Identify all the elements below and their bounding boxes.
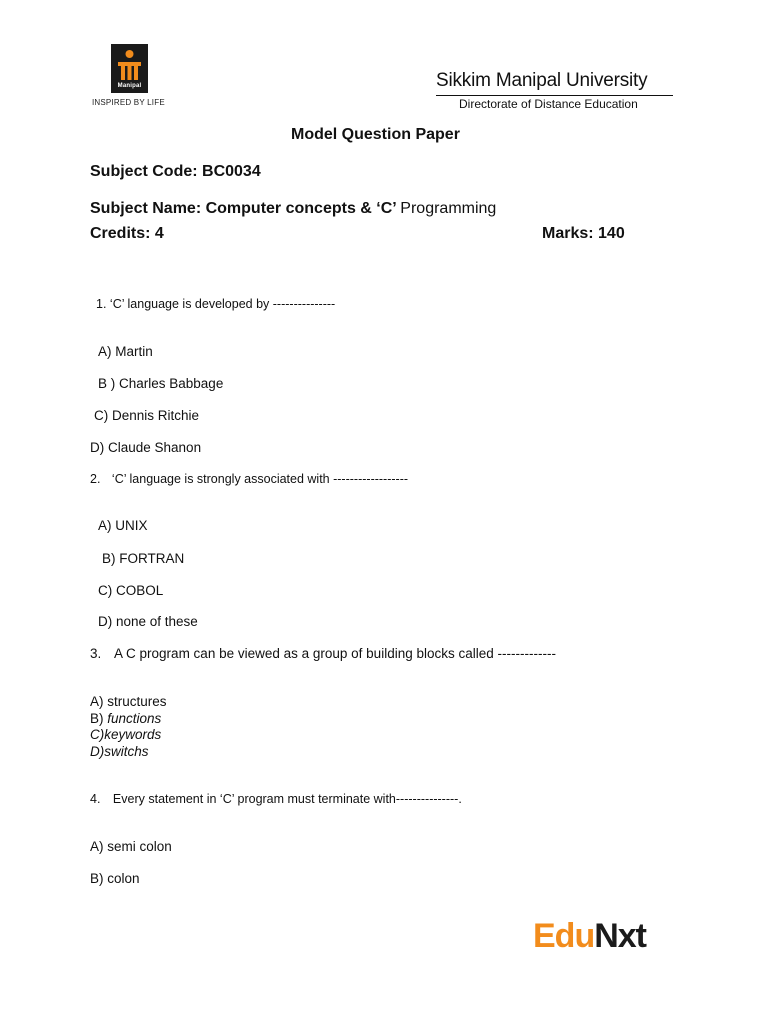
question-2-option-b: B) FORTRAN [102,551,185,566]
question-2 [90,472,408,486]
university-name: Sikkim Manipal University [436,70,648,91]
subject-name-tail: Programming [400,200,497,217]
question-3-options [90,694,167,760]
question-1-option-a: A) Martin [98,344,153,359]
question-1-option-b: B ) Charles Babbage [98,376,224,391]
question-2-option-c: C) COBOL [98,583,164,598]
question-text: Every statement in ‘C’ program must terminate with---------------. [112,792,462,806]
question-number: 2. [90,472,101,486]
question-4-option-a: A) semi colon [90,839,172,854]
logo-tagline: INSPIRED BY LIFE [92,98,165,107]
question-number: 1. [96,297,107,311]
option-label: B) [90,710,104,726]
credits-line [90,225,164,243]
option-text: functions [107,710,162,726]
credits-value: 4 [154,225,164,242]
subject-name-value: Computer concepts & ‘C’ [205,200,396,217]
question-text: ‘C’ language is strongly associated with ------------------ [111,472,409,486]
question-4 [90,792,462,806]
subject-code-line [90,163,261,181]
question-3-option-c: C)keywords [90,727,162,742]
edunxt-logo [533,917,646,956]
question-1 [96,297,335,311]
marks-line [542,225,625,243]
question-1-option-c: C) Dennis Ritchie [94,408,200,423]
subject-name-label: Subject Name: [90,200,202,217]
question-2-option-a: A) UNIX [98,518,148,533]
question-number: 4. [90,792,101,806]
subject-name-line [90,200,496,218]
question-1-option-d: D) Claude Shanon [90,440,202,455]
question-3-option-b [90,711,167,728]
subject-code-label: Subject Code: [90,163,198,180]
question-text: ‘C’ language is developed by --------------- [109,297,336,311]
question-number: 3. [90,646,102,661]
marks-value: 140 [598,225,625,242]
logo-word: Manipal [117,83,142,89]
marks-label: Marks: [542,225,594,242]
brand-edu: Edu [533,917,595,955]
question-4-option-b: B) colon [90,871,140,886]
question-2-option-d: D) none of these [98,614,198,629]
subject-code-value: BC0034 [202,163,261,180]
directorate-name: Directorate of Distance Education [459,97,638,111]
question-3 [90,646,556,661]
brand-nxt: Nxt [594,917,647,955]
question-3-option-d: D)switchs [90,743,149,759]
paper-title: Model Question Paper [291,126,460,143]
question-text: A C program can be viewed as a group of building blocks called ------------- [114,646,556,661]
header-rule [436,95,673,96]
credits-label: Credits: [90,225,151,242]
question-3-option-a: A) structures [90,694,167,709]
